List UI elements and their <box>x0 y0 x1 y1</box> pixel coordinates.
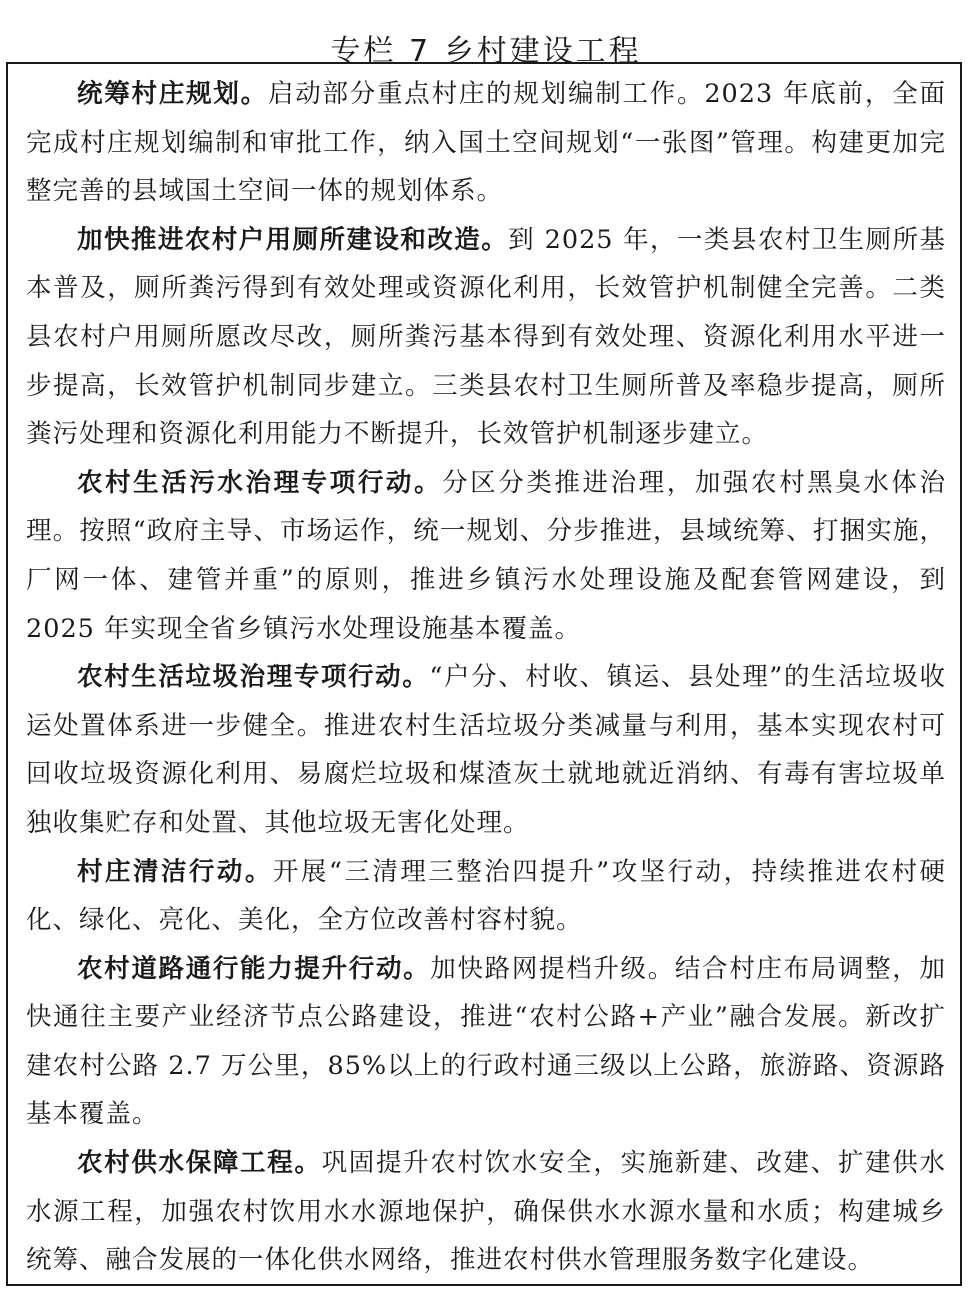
page-title: 专栏 7 乡村建设工程 <box>330 34 642 70</box>
section-heading: 农村供水保障工程。 <box>77 1148 322 1179</box>
section-village-cleaning <box>26 848 946 945</box>
section-sewage-treatment <box>26 459 946 653</box>
section-garbage-treatment <box>26 653 946 847</box>
section-water-supply <box>26 1139 946 1285</box>
section-body: 加快路网提档升级。结合村庄布局调整，加快通往主要产业经济节点公路建设，推进“农村公路+产业”融合发展。新改扩建农村公路 2.7 万公里，85%以上的行政村通三级以上公路，旅游路、资源路基本覆盖。 <box>26 953 946 1130</box>
section-body: 到 2025 年，一类县农村卫生厕所基本普及，厕所粪污得到有效处理或资源化利用，长效管护机制健全完善。二类县农村户用厕所愿改尽改，厕所粪污基本得到有效处理、资源化利用水平进一步提高，长效管护机制同步建立。三类县农村卫生厕所普及率稳步提高，厕所粪污处理和资源化利用能力不断提升，长效管护机制逐步建立。 <box>26 224 946 450</box>
section-heading: 农村生活垃圾治理专项行动。 <box>77 662 430 693</box>
section-body: 巩固提升农村饮水安全，实施新建、改建、扩建供水水源工程，加强农村饮用水水源地保护，确保供水水源水量和水质；构建城乡统筹、融合发展的一体化供水网络，推进农村供水管理服务数字化建设。 <box>26 1148 946 1276</box>
section-heading: 村庄清洁行动。 <box>77 856 273 887</box>
section-village-planning <box>26 70 946 216</box>
section-heading: 加快推进农村户用厕所建设和改造。 <box>77 224 509 255</box>
section-heading: 统筹村庄规划。 <box>77 79 268 109</box>
section-body: 分区分类推进治理，加强农村黑臭水体治理。按照“政府主导、市场运作，统一规划、分步推进，县域统筹、打捆实施，厂网一体、建管并重”的原则，推进乡镇污水处理设施及配套管网建设，到 2025 年实现全省乡镇污水处理设施基本覆盖。 <box>26 467 946 644</box>
column-box <box>6 62 962 1286</box>
section-heading: 农村生活污水治理专项行动。 <box>77 467 443 498</box>
section-heading: 农村道路通行能力提升行动。 <box>77 953 431 984</box>
section-road-improvement <box>26 945 946 1139</box>
section-body: 启动部分重点村庄的规划编制工作。2023 年底前，全面完成村庄规划编制和审批工作，纳入国土空间规划“一张图”管理。构建更加完整完善的县域国土空间一体的规划体系。 <box>26 79 946 207</box>
section-body: “户分、村收、镇运、县处理”的生活垃圾收运处置体系进一步健全。推进农村生活垃圾分类减量与利用，基本实现农村可回收垃圾资源化利用、易腐烂垃圾和煤渣灰土就地就近消纳、有毒有害垃圾单独收集贮存和处置、其他垃圾无害化处理。 <box>26 662 946 838</box>
section-toilet-renovation <box>26 216 946 459</box>
section-body: 开展“三清理三整治四提升”攻坚行动，持续推进农村硬化、绿化、亮化、美化，全方位改善村容村貌。 <box>26 856 946 936</box>
